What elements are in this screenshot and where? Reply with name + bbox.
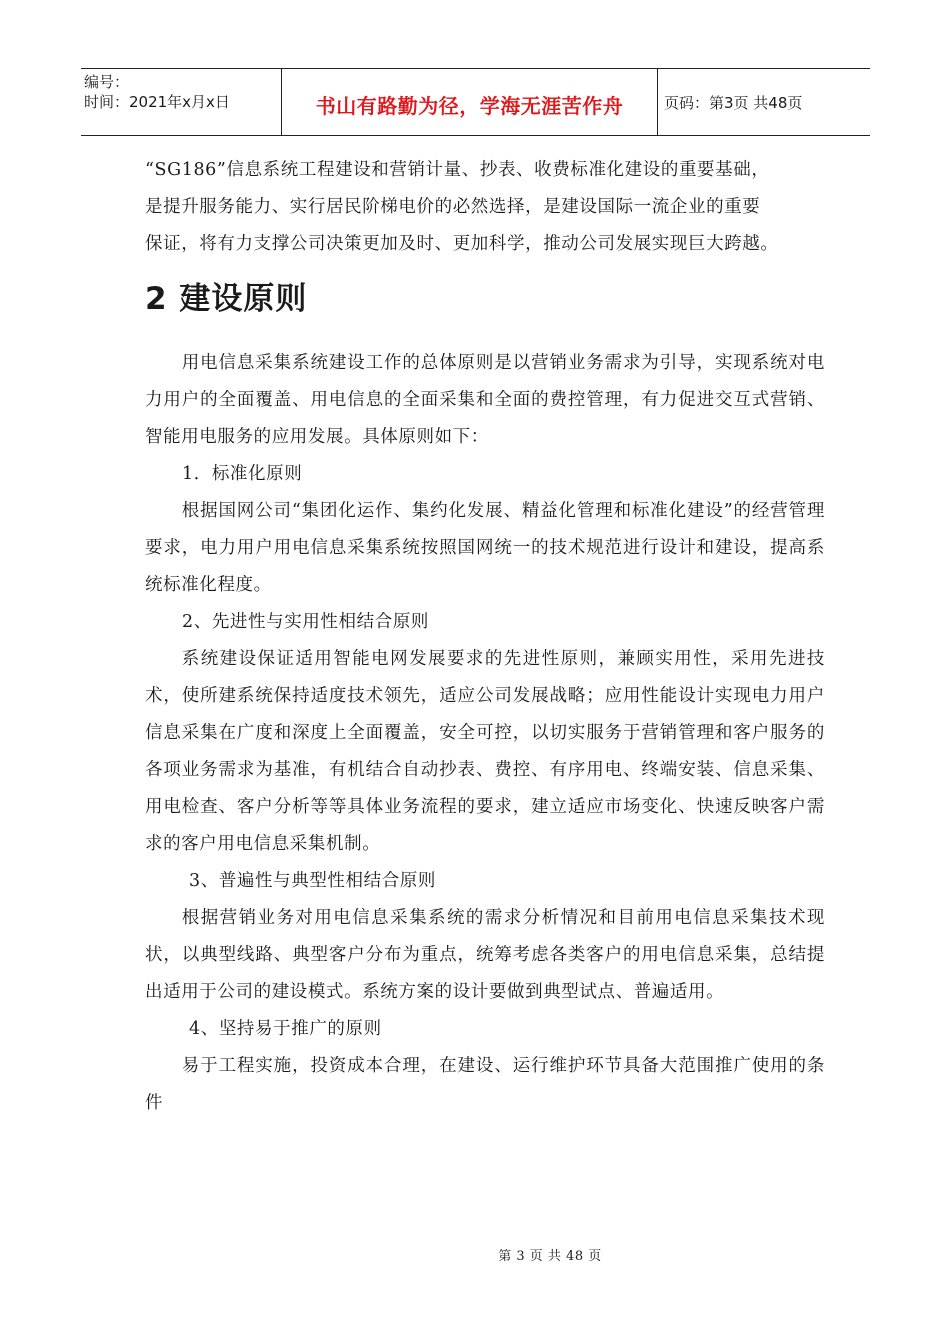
principle-heading: 4、坚持易于推广的原则: [189, 1019, 382, 1039]
intro-line: 是提升服务能力、实行居民阶梯电价的必然选择，是建设国际一流企业的重要: [145, 197, 761, 217]
principle-body: 系统建设保证适用智能电网发展要求的先进性原则，兼顾实用性，采用先进技术，使所建系统保持适度技术领先，适应公司发展战略；应用性能设计实现电力用户信息采集在广度和深度上全面覆盖，安全可控，以切实服务于营销管理和客户服务的各项业务需求为基准，有机结合自动抄表、费控、有序用电、终端安装、信息采集、用电检查、客户分析等等具体业务流程的要求，建立适应市场变化、快速反映客户需求的客户用电信息采集机制。: [145, 649, 825, 854]
principle-heading: 2、先进性与实用性相结合原则: [182, 612, 430, 632]
principle-body: 根据营销业务对用电信息采集系统的需求分析情况和目前用电信息采集技术现状，以典型线路、典型客户分布为重点，统筹考虑各类客户的用电信息采集，总结提出适用于公司的建设模式。系统方案的设计要做到典型试点、普遍适用。: [145, 908, 825, 1002]
section-title: 2 建设原则: [145, 281, 308, 317]
header-motto-cell: [282, 69, 658, 135]
header-page-cell: [658, 69, 870, 135]
page-header: [81, 68, 870, 136]
header-meta-cell: [81, 69, 282, 135]
page-footer: 第 3 页 共 48 页: [498, 1249, 602, 1264]
principle-body: 根据国网公司“集团化运作、集约化发展、精益化管理和标准化建设”的经营管理要求，电力用户用电信息采集系统按照国网统一的技术规范进行设计和建设，提高系统标准化程度。: [145, 501, 825, 595]
principle-heading: 3、普遍性与典型性相结合原则: [189, 871, 437, 891]
page-info: 页码：第3页 共48页: [664, 93, 803, 112]
intro-line: 保证，将有力支撑公司决策更加及时、更加科学，推动公司发展实现巨大跨越。: [145, 234, 779, 254]
intro-line: “SG186”信息系统工程建设和营销计量、抄表、收费标准化建设的重要基础，: [145, 160, 770, 180]
number-label: 编号：: [84, 73, 130, 91]
principle-heading: 1．标准化原则: [182, 464, 303, 484]
overview-paragraph: 用电信息采集系统建设工作的总体原则是以营销业务需求为引导，实现系统对电力用户的全面覆盖、用电信息的全面采集和全面的费控管理，有力促进交互式营销、智能用电服务的应用发展。具体原则如下：: [145, 353, 825, 447]
time-label: 时间：2021年x月x日: [84, 93, 230, 111]
motto-text: 书山有路勤为径，学海无涯苦作舟: [315, 93, 624, 118]
document-body: [145, 152, 825, 1122]
principle-body: 易于工程实施，投资成本合理，在建设、运行维护环节具备大范围推广使用的条件: [145, 1056, 825, 1113]
